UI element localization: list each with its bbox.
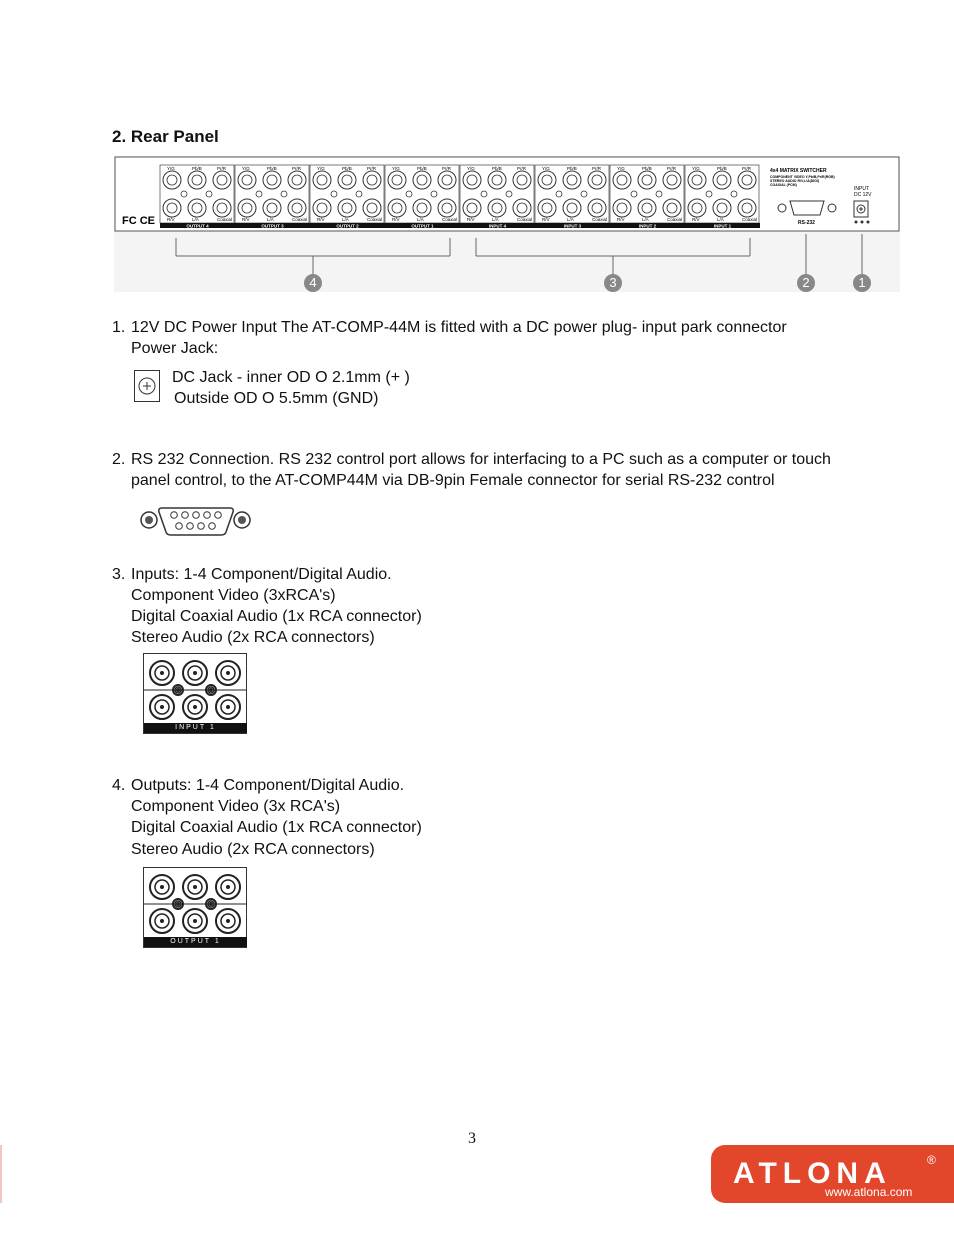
rca-coax-icon bbox=[173, 685, 183, 695]
panel-port-label: R/V bbox=[692, 217, 700, 222]
panel-group-label: INPUT 2 bbox=[638, 223, 657, 229]
item-number: 4. bbox=[112, 777, 126, 794]
panel-port-label: Pr/R bbox=[742, 166, 751, 171]
panel-info-line: COMPONENT VIDEO Y,Pb/B,Pr/R(RGB) bbox=[770, 175, 835, 179]
panel-port-label: Y/G bbox=[467, 166, 475, 171]
rca-jack-icon bbox=[183, 695, 207, 719]
callout-3: 3 bbox=[604, 274, 622, 292]
panel-port-label: Coaxial bbox=[742, 217, 758, 222]
panel-info-line: STEREO AUDIO R/V,L/A(DIGI) bbox=[770, 179, 820, 183]
rca-jack-icon bbox=[216, 875, 240, 899]
panel-port-label: Coaxial bbox=[667, 217, 683, 222]
panel-group-label: OUTPUT 2 bbox=[336, 223, 359, 229]
panel-port-label: Y/G bbox=[167, 166, 175, 171]
item-number: 3. bbox=[112, 566, 126, 583]
panel-port-label: Pb/B bbox=[192, 166, 202, 171]
rca-coax-icon bbox=[206, 685, 216, 695]
item-line: Stereo Audio (2x RCA connectors) bbox=[131, 629, 375, 646]
panel-port-label: Coaxial bbox=[442, 217, 458, 222]
output-connector-label: OUTPUT 1 bbox=[144, 937, 247, 947]
power-label-2: DC 12V bbox=[854, 192, 872, 198]
panel-port-label: Pr/R bbox=[367, 166, 376, 171]
rca-jack-icon bbox=[183, 875, 207, 899]
item-number: 2. bbox=[112, 451, 126, 468]
panel-port-label: Pr/R bbox=[667, 166, 676, 171]
panel-port-label: R/V bbox=[617, 217, 625, 222]
panel-group-label: INPUT 3 bbox=[563, 223, 582, 229]
callout-2: 2 bbox=[797, 274, 815, 292]
panel-port-label: R/V bbox=[317, 217, 325, 222]
panel-port-label: Y/G bbox=[317, 166, 325, 171]
panel-port-label: R/V bbox=[467, 217, 475, 222]
panel-port-label: Y/G bbox=[392, 166, 400, 171]
rs232-label: RS-232 bbox=[798, 220, 815, 226]
rca-jack-icon bbox=[183, 909, 207, 933]
item-line: Power Jack: bbox=[131, 340, 219, 357]
panel-port-label: L/A bbox=[492, 217, 499, 222]
section-title: 2. Rear Panel bbox=[112, 127, 219, 146]
dc-jack-specs bbox=[172, 367, 410, 409]
panel-port-label: Pb/B bbox=[267, 166, 277, 171]
panel-port-label: L/A bbox=[267, 217, 274, 222]
logo-registered: ® bbox=[927, 1153, 936, 1167]
panel-group-label: OUTPUT 1 bbox=[411, 223, 434, 229]
rca-jack-icon bbox=[150, 695, 174, 719]
panel-port-label: Pr/R bbox=[217, 166, 226, 171]
item-line: 12V DC Power Input The AT-COMP-44M is fitted with a DC power plug- input park connector bbox=[131, 319, 787, 336]
power-label-1: INPUT bbox=[854, 186, 869, 192]
dc-jack-icon bbox=[134, 370, 160, 402]
output-connector-block bbox=[143, 867, 247, 948]
item-line: Digital Coaxial Audio (1x RCA connector) bbox=[131, 819, 422, 836]
rca-jack-icon bbox=[216, 661, 240, 685]
rear-panel-diagram bbox=[114, 156, 900, 292]
rca-coax-icon bbox=[173, 899, 183, 909]
panel-group-label: INPUT 4 bbox=[488, 223, 507, 229]
page-number: 3 bbox=[468, 1130, 476, 1147]
rca-coax-icon bbox=[206, 899, 216, 909]
panel-port-label: Pr/R bbox=[517, 166, 526, 171]
panel-group-label: OUTPUT 4 bbox=[186, 223, 209, 229]
rear-panel-svg bbox=[114, 156, 900, 292]
power-polarity-icon bbox=[855, 221, 870, 224]
panel-port-label: L/A bbox=[342, 217, 349, 222]
logo-word: ATLONA bbox=[733, 1157, 892, 1190]
panel-port-label: L/A bbox=[642, 217, 649, 222]
panel-port-label: Coaxial bbox=[217, 217, 233, 222]
item-line: Component Video (3xRCA's) bbox=[131, 587, 336, 604]
page-edge-mark bbox=[0, 1145, 2, 1203]
panel-port-label: Pr/R bbox=[442, 166, 451, 171]
item-line: Outputs: 1-4 Component/Digital Audio. bbox=[131, 777, 405, 794]
panel-port-label: Y/G bbox=[242, 166, 250, 171]
item-line: RS 232 Connection. RS 232 control port allows for interfacing to a PC such as a computer or touch bbox=[131, 451, 831, 468]
rca-jack-icon bbox=[150, 661, 174, 685]
dc-jack-spec-inner: DC Jack - inner OD O 2.1mm (+ ) bbox=[172, 369, 410, 386]
item-line: Stereo Audio (2x RCA connectors) bbox=[131, 841, 375, 858]
panel-port-label: Coaxial bbox=[517, 217, 533, 222]
panel-port-label: Pb/B bbox=[342, 166, 352, 171]
panel-port-label: Pb/B bbox=[417, 166, 427, 171]
item-line: Component Video (3x RCA's) bbox=[131, 798, 341, 815]
panel-port-label: L/A bbox=[567, 217, 574, 222]
panel-port-label: Coaxial bbox=[292, 217, 308, 222]
callout-4: 4 bbox=[304, 274, 322, 292]
panel-port-label: Coaxial bbox=[592, 217, 608, 222]
panel-port-label: Pr/R bbox=[592, 166, 601, 171]
panel-port-label: L/A bbox=[192, 217, 199, 222]
panel-info-line: COAXIAL (PCM) bbox=[770, 183, 797, 187]
panel-port-label: Y/G bbox=[692, 166, 700, 171]
panel-port-label: Y/G bbox=[542, 166, 550, 171]
dc-jack-spec-outer: Outside OD O 5.5mm (GND) bbox=[174, 390, 379, 407]
panel-port-label: Coaxial bbox=[367, 217, 383, 222]
certification-logos: FC CE bbox=[122, 215, 155, 227]
panel-port-label: Y/G bbox=[617, 166, 625, 171]
panel-port-label: Pb/B bbox=[492, 166, 502, 171]
input-connector-block bbox=[143, 653, 247, 734]
callout-1: 1 bbox=[853, 274, 871, 292]
item-number: 1. bbox=[112, 319, 126, 336]
panel-port-label: R/V bbox=[392, 217, 400, 222]
db9-connector-icon bbox=[138, 500, 256, 545]
rca-jack-icon bbox=[150, 875, 174, 899]
panel-port-label: L/A bbox=[417, 217, 424, 222]
panel-port-label: R/V bbox=[167, 217, 175, 222]
item-line: Inputs: 1-4 Component/Digital Audio. bbox=[131, 566, 392, 583]
rca-jack-icon bbox=[183, 661, 207, 685]
item-line: Digital Coaxial Audio (1x RCA connector) bbox=[131, 608, 422, 625]
item-line: panel control, to the AT-COMP44M via DB-9pin Female connector for serial RS-232 control bbox=[131, 472, 775, 489]
rca-jack-icon bbox=[216, 695, 240, 719]
atlona-logo bbox=[711, 1145, 954, 1203]
panel-port-label: Pr/R bbox=[292, 166, 301, 171]
panel-port-label: Pb/B bbox=[642, 166, 652, 171]
panel-group-label: INPUT 1 bbox=[713, 223, 732, 229]
panel-port-label: R/V bbox=[242, 217, 250, 222]
panel-port-label: R/V bbox=[542, 217, 550, 222]
panel-port-label: L/A bbox=[717, 217, 724, 222]
input-connector-label: INPUT 1 bbox=[144, 723, 247, 733]
rca-jack-icon bbox=[216, 909, 240, 933]
rca-jack-icon bbox=[150, 909, 174, 933]
logo-url: www.atlona.com bbox=[825, 1185, 913, 1199]
panel-port-label: Pb/B bbox=[567, 166, 577, 171]
panel-port-label: Pb/B bbox=[717, 166, 727, 171]
panel-info-title: 4x4 MATRIX SWITCHER bbox=[770, 168, 827, 174]
panel-group-label: OUTPUT 3 bbox=[261, 223, 284, 229]
